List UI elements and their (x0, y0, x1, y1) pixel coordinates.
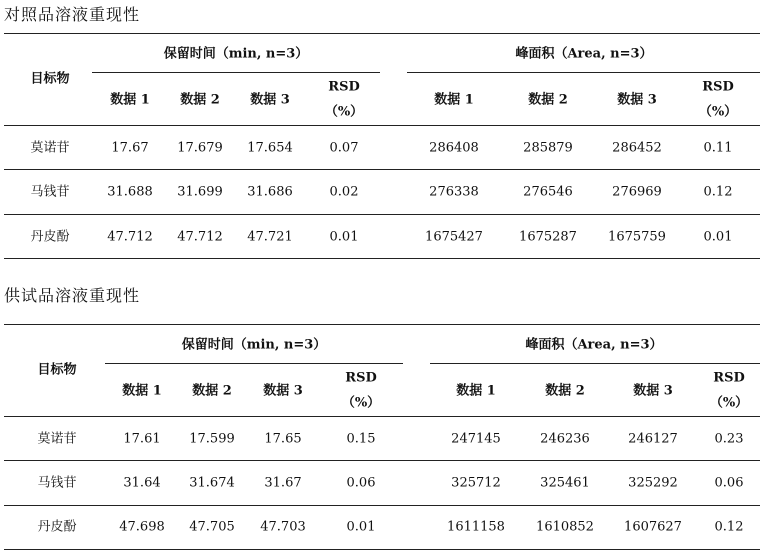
table-cell: 247145 (451, 431, 501, 447)
table-cell: 1675287 (519, 229, 577, 245)
table-cell: 325712 (451, 475, 501, 491)
col-header-rsd-unit: （%） (709, 395, 749, 411)
table-cell: 0.01 (329, 229, 359, 245)
compound-name: 马钱苷 (30, 184, 70, 200)
col-header-rsd: RSD (328, 79, 360, 95)
col-header: 数据 3 (263, 383, 303, 399)
row-rule (4, 505, 760, 506)
col-header: 数据 1 (456, 383, 496, 399)
table-cell: 17.679 (177, 140, 223, 156)
table-cell: 31.67 (264, 475, 302, 491)
table-cell: 1610852 (536, 519, 594, 535)
table-bottom-rule (4, 549, 760, 550)
table-cell: 17.654 (247, 140, 293, 156)
table-cell: 325292 (628, 475, 678, 491)
table-cell: 0.23 (714, 431, 744, 447)
col-header: 数据 2 (528, 92, 568, 108)
table-cell: 276546 (523, 184, 573, 200)
table-cell: 47.705 (189, 519, 235, 535)
table-cell: 286452 (612, 140, 662, 156)
table-cell: 47.703 (260, 519, 306, 535)
col-header: 数据 1 (110, 92, 150, 108)
table-cell: 17.67 (111, 140, 149, 156)
table-cell: 0.06 (346, 475, 376, 491)
compound-name: 莫诺苷 (30, 140, 70, 156)
col-header-rsd-unit: （%） (341, 395, 381, 411)
col-header: 数据 1 (122, 383, 162, 399)
table-cell: 276969 (612, 184, 662, 200)
compound-name: 马钱苷 (37, 475, 77, 491)
table-cell: 31.64 (123, 475, 161, 491)
row-label-header: 目标物 (30, 71, 70, 87)
table-cell: 246236 (540, 431, 590, 447)
table-cell: 31.686 (247, 184, 293, 200)
table-cell: 276338 (429, 184, 479, 200)
compound-name: 莫诺苷 (37, 431, 77, 447)
col-header-rsd: RSD (713, 370, 745, 386)
col-header: 数据 3 (633, 383, 673, 399)
table-cell: 17.65 (264, 431, 302, 447)
table-cell: 47.698 (119, 519, 165, 535)
col-header-rsd: RSD (345, 370, 377, 386)
table-cell: 17.599 (189, 431, 235, 447)
group-header-retention-time: 保留时间（min, n=3） (163, 46, 309, 62)
table-cell: 0.01 (346, 519, 376, 535)
col-header-rsd-unit: （%） (698, 104, 738, 120)
compound-name: 丹皮酚 (30, 229, 70, 245)
col-header-rsd: RSD (702, 79, 734, 95)
table-cell: 47.712 (177, 229, 223, 245)
table-cell: 0.02 (329, 184, 359, 200)
group-rule-rt (105, 363, 403, 364)
group-header-peak-area: 峰面积（Area, n=3） (525, 337, 663, 353)
compound-name: 丹皮酚 (37, 519, 77, 535)
group-header-retention-time: 保留时间（min, n=3） (181, 337, 327, 353)
col-header: 数据 3 (250, 92, 290, 108)
table-cell: 31.674 (189, 475, 235, 491)
table-cell: 0.12 (703, 184, 733, 200)
col-header: 数据 2 (545, 383, 585, 399)
table-cell: 0.15 (346, 431, 376, 447)
table-cell: 31.688 (107, 184, 153, 200)
table-cell: 1611158 (447, 519, 505, 535)
section-title: 供试品溶液重现性 (4, 286, 141, 305)
col-header-rsd-unit: （%） (324, 104, 364, 120)
table-cell: 285879 (523, 140, 573, 156)
table-cell: 286408 (429, 140, 479, 156)
table-cell: 47.712 (107, 229, 153, 245)
table-cell: 246127 (628, 431, 678, 447)
table-cell: 17.61 (123, 431, 161, 447)
header-bottom-rule (4, 416, 760, 417)
col-header: 数据 3 (617, 92, 657, 108)
table-cell: 1675427 (425, 229, 483, 245)
row-rule (4, 460, 760, 461)
col-header: 数据 2 (192, 383, 232, 399)
group-header-peak-area: 峰面积（Area, n=3） (515, 46, 653, 62)
col-header: 数据 2 (180, 92, 220, 108)
table-cell: 0.11 (703, 140, 733, 156)
table-cell: 0.01 (703, 229, 733, 245)
table-cell: 0.07 (329, 140, 359, 156)
table-cell: 0.12 (714, 519, 744, 535)
row-label-header: 目标物 (37, 362, 77, 378)
group-rule-area (430, 363, 760, 364)
col-header: 数据 1 (434, 92, 474, 108)
table-top-rule (4, 324, 760, 325)
section-title: 对照品溶液重现性 (4, 5, 141, 24)
table-cell: 0.06 (714, 475, 744, 491)
table-cell: 1675759 (608, 229, 666, 245)
table-cell: 31.699 (177, 184, 223, 200)
table-cell: 1607627 (624, 519, 682, 535)
table-cell: 325461 (540, 475, 590, 491)
table-cell: 47.721 (247, 229, 293, 245)
